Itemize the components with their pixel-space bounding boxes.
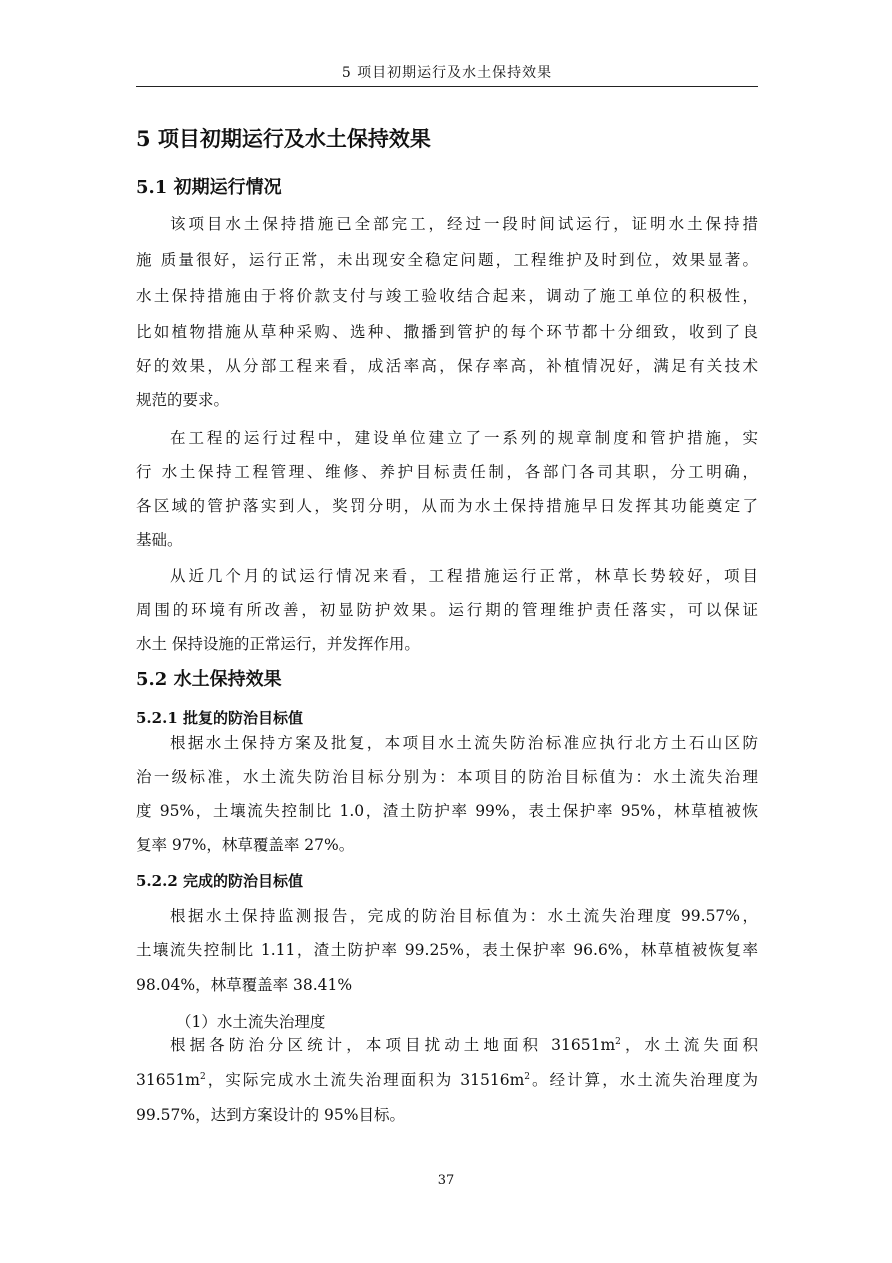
paragraph-line: 规范的要求。 [136,391,230,409]
paragraph-line: 基础。 [136,531,183,549]
paragraph-line: 水土保持措施由于将价款支付与竣工验收结合起来，调动了施工单位的积极性， [136,287,758,305]
text-run: ，实际完成水土流失治理面积为 31516m [205,1071,525,1089]
paragraph-line: 各区域的管护落实到人，奖罚分明，从而为水土保持措施早日发挥其功能奠定了 [136,497,758,515]
text-run: 31651m [136,1071,201,1089]
paragraph-line: 根据水土保持监测报告，完成的防治目标值为：水土流失治理度 99.57%， [170,907,758,925]
paragraph-line: 周围的环境有所改善，初显防护效果。运行期的管理维护责任落实，可以保证 [136,601,758,619]
section-heading-5-1: 5.1 初期运行情况 [136,177,282,198]
paragraph-line [170,1033,758,1055]
paragraph-line: 复率 97%，林草覆盖率 27%。 [136,836,355,854]
subsection-heading-5-2-2: 5.2.2 完成的防治目标值 [136,872,303,890]
header-rule [136,86,758,87]
paragraph-line: 98.04%，林草覆盖率 38.41% [136,976,353,994]
chapter-title: 5 项目初期运行及水土保持效果 [136,126,431,151]
paragraph-line [136,1068,758,1090]
paragraph-line: 比如植物措施从草种采购、选种、撒播到管护的每个环节都十分细致，收到了良 [136,323,758,341]
paragraph-line: 治一级标准，水土流失防治目标分别为：本项目的防治目标值为：水土流失治理 [136,768,758,786]
section-heading-5-2: 5.2 水土保持效果 [136,669,282,690]
superscript: 2 [615,1036,621,1047]
item-title: （1）水土流失治理度 [176,1013,326,1031]
paragraph-line: 行 水土保持工程管理、维修、养护目标责任制，各部门各司其职，分工明确， [136,463,758,481]
paragraph-line: 水土 保持设施的正常运行，并发挥作用。 [136,635,420,653]
paragraph-line: 从近几个月的试运行情况来看，工程措施运行正常，林草长势较好，项目 [170,567,758,585]
superscript: 2 [200,1071,206,1082]
paragraph-line: 根据水土保持方案及批复，本项目水土流失防治标准应执行北方土石山区防 [170,734,758,752]
paragraph-line: 在工程的运行过程中，建设单位建立了一系列的规章制度和管护措施，实 [170,429,758,447]
superscript: 2 [524,1071,531,1082]
subsection-heading-5-2-1: 5.2.1 批复的防治目标值 [136,709,303,727]
text-run: 。经计算，水土流失治理度为 [530,1071,758,1089]
running-header: 5 项目初期运行及水土保持效果 [341,65,553,81]
text-run: 根据各防治分区统计，本项目扰动土地面积 31651m [170,1036,616,1054]
paragraph-line: 度 95%，土壤流失控制比 1.0，渣土防护率 99%，表土保护率 95%，林草植被恢 [136,802,758,820]
paragraph-line: 土壤流失控制比 1.11，渣土防护率 99.25%，表土保护率 96.6%，林草植被恢复率 [136,941,758,959]
paragraph-line: 99.57%，达到方案设计的 95%目标。 [136,1106,405,1124]
paragraph-line: 施 质量很好，运行正常，未出现安全稳定问题，工程维护及时到位，效果显著。 [136,251,758,269]
page-number: 37 [437,1173,455,1188]
paragraph-line: 该项目水土保持措施已全部完工，经过一段时间试运行，证明水土保持措 [170,215,758,233]
paragraph-line: 好的效果，从分部工程来看，成活率高，保存率高，补植情况好，满足有关技术 [136,357,758,375]
text-run: ，水土流失面积 [620,1036,758,1054]
